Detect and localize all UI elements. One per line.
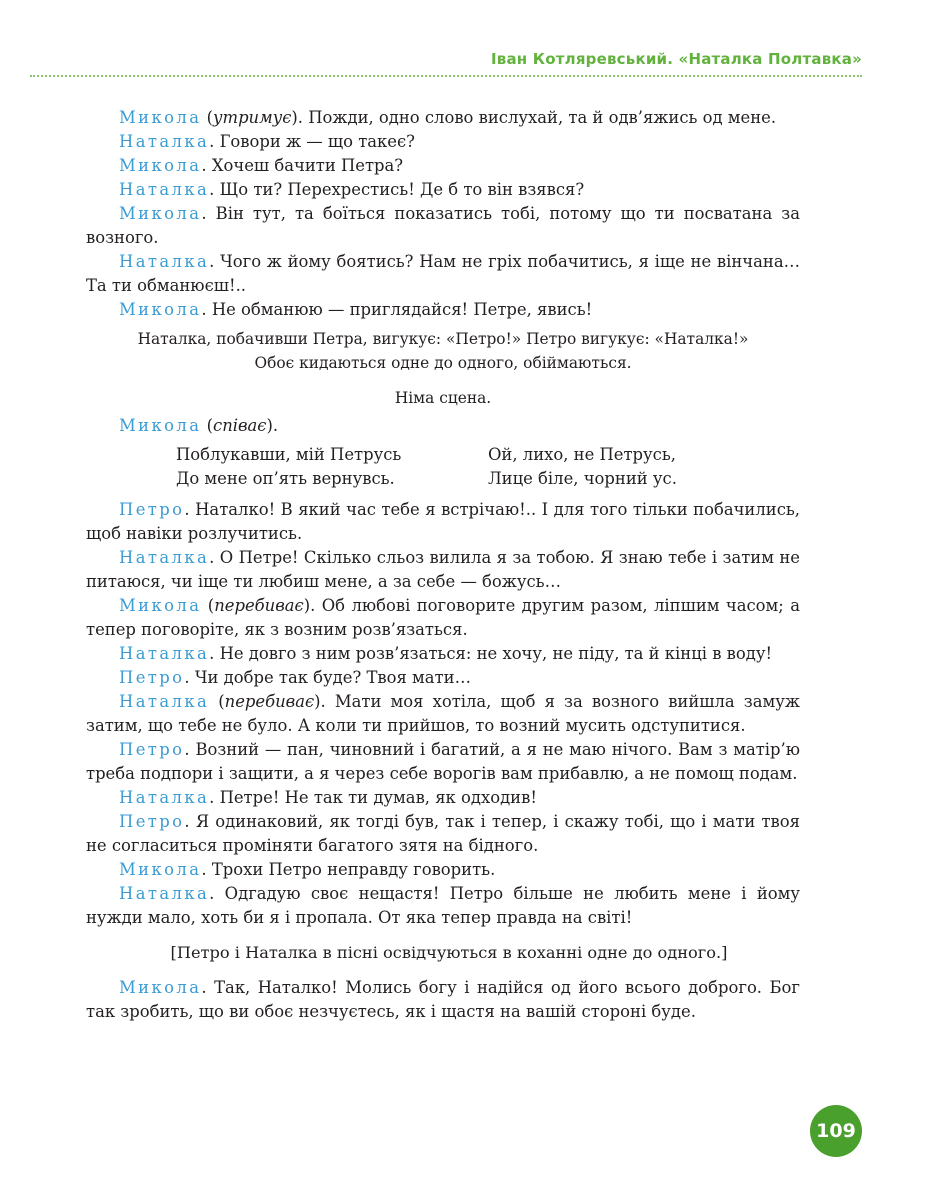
dialogue-line: Микола (співає). [119,416,279,435]
dialogue-line: Микола. Так, Наталко! Молись богу і надійся од його всього доброго. Бог так зробить, що ви обоє незчуєтесь, як і щастя на вашій стороні буде. [86,978,800,1021]
stage-direction: Наталка, побачивши Петра, вигукує: «Петро!» Петро вигукує: «Наталка!» Обоє кидаються одне до одного, обіймаються. [137,330,749,372]
dialogue-line: Наталка. Одгадую своє нещастя! Петро більше не любить мене і йому нужди мало, хоть би я і пропала. От яка тепер правда на світі! [86,884,801,927]
speaker-name: Микола [119,300,202,319]
line-text: Не обманюю — приглядайся! Петре, явись! [211,300,593,319]
speaker-name: Микола [119,204,202,223]
dialogue-line: Наталка. Говори ж — що такеє? [119,132,415,151]
stage-remark: співає [213,416,267,435]
song-line: До мене оп’ять вернувсь. [176,469,395,488]
line-text: Наталко! В який час тебе я встрічаю!.. І для того тільки побачились, щоб навіки розлучитись. [86,500,801,543]
dialogue-line: Микола. Трохи Петро неправду говорить. [119,860,496,879]
speaker-name: Микола [119,108,202,127]
song-column-left [176,443,488,491]
line-text: Петре! Не так ти думав, як одходив! [219,788,537,807]
play-text [86,106,800,1024]
song-column-right [488,443,800,491]
song-line: Лице біле, чорний ус. [488,469,677,488]
stage-remark: утримує [213,108,292,127]
line-text: Трохи Петро неправду говорить. [211,860,496,879]
dialogue-part-1 [86,106,800,322]
dialogue-line: Микола (перебиває). Об любові поговорите другим разом, ліпшим часом; а тепер поговоріте, як з возним розв’язаться. [86,596,801,639]
speaker-name: Петро [119,812,185,831]
dialogue-line: Микола. Хочеш бачити Петра? [119,156,404,175]
line-text: Говори ж — що такеє? [219,132,415,151]
dialogue-line: Петро. Возний — пан, чиновний і багатий, а я не маю нічого. Вам з матір’ю треба подпори і защити, а я через себе ворогів вам прибавлю, а не помощ подам. [86,740,801,783]
page-number-badge: 109 [810,1105,862,1157]
dialogue-line: Петро. Чи добре так буде? Твоя мати… [119,668,471,687]
speaker-name: Наталка [119,252,210,271]
speaker-name: Наталка [119,132,210,151]
line-text: Чого ж йому боятись? Нам не гріх побачитись, я іще не вінчана… Та ти обманюєш!.. [86,252,801,295]
song-line: Ой, лихо, не Петрусь, [488,445,676,464]
line-text: Я одинаковий, як тогді був, так і тепер, і скажу тобі, що і мати твоя не согласиться проміняти багатого зятя на бідного. [86,812,800,855]
dialogue-line: Наталка. Петре! Не так ти думав, як одходив! [119,788,537,807]
speaker-name: Наталка [119,788,210,807]
dialogue-line: Петро. Наталко! В який час тебе я встрічаю!.. І для того тільки побачились, щоб навіки розлучитись. [86,500,801,543]
line-text: Одгадую своє нещастя! Петро більше не любить мене і йому нужди мало, хоть би я і пропала. От яка тепер правда на світі! [86,884,801,927]
line-text: Чи добре так буде? Твоя мати… [194,668,471,687]
line-text: Пожди, одно слово вислухай, та й одв’яжись од мене. [308,108,777,127]
stage-direction-bracketed: [Петро і Наталка в пісні освідчуються в коханні одне до одного.] [170,943,728,962]
line-text: Хочеш бачити Петра? [211,156,404,175]
line-text: Мати моя хотіла, щоб я за возного вийшла замуж затим, що тебе не було. А коли ти прийшов, то возний мусить одступитися. [86,692,800,735]
dialogue-line: Микола. Він тут, та боїться показатись тобі, потому що ти посватана за возного. [86,204,800,247]
speaker-name: Наталка [119,692,210,711]
speaker-name: Наталка [119,548,210,567]
dialogue-line: Наталка. Що ти? Перехрестись! Де б то він взявся? [119,180,585,199]
line-text: Об любові поговорите другим разом, ліпшим часом; а тепер поговоріте, як з возним розв’язаться. [86,596,801,639]
dialogue-part-2 [86,498,800,930]
speaker-name: Наталка [119,884,210,903]
dialogue-line: Микола (утримує). Пожди, одно слово вислухай, та й одв’яжись од мене. [119,108,777,127]
dialogue-line: Наталка (перебиває). Мати моя хотіла, щоб я за возного вийшла замуж затим, що тебе не було. А коли ти прийшов, то возний мусить одступитися. [86,692,800,735]
line-text: О Петре! Скілько сльоз вилила я за тобою. Я знаю тебе і затим не питаюся, чи іще ти любиш мене, а за себе — божусь… [86,548,801,591]
speaker-name: Петро [119,500,185,519]
speaker-name: Микола [119,978,202,997]
speaker-name: Микола [119,416,202,435]
dialogue-line: Наталка. Не довго з ним розв’язаться: не хочу, не піду, та й кінці в воду! [119,644,773,663]
speaker-name: Микола [119,156,202,175]
line-text: Не довго з ним розв’язаться: не хочу, не піду, та й кінці в воду! [219,644,773,663]
page-header-title: Іван Котляревський. «Наталка Полтавка» [491,50,862,68]
speaker-name: Петро [119,740,185,759]
stage-remark: перебиває [224,692,315,711]
stage-remark: перебиває [214,596,304,615]
dialogue-line: Наталка. О Петре! Скілько сльоз вилила я за тобою. Я знаю тебе і затим не питаюся, чи іще ти любиш мене, а за себе — божусь… [86,548,801,591]
line-text: Так, Наталко! Молись богу і надійся од його всього доброго. Бог так зробить, що ви обоє незчуєтесь, як і щастя на вашій стороні буде. [86,978,800,1021]
speaker-name: Петро [119,668,185,687]
song-verse [176,443,800,491]
dialogue-line: Наталка. Чого ж йому боятись? Нам не гріх побачитись, я іще не вінчана… Та ти обманюєш!.. [86,252,801,295]
speaker-name: Наталка [119,644,210,663]
dialogue-line: Микола. Не обманюю — приглядайся! Петре, явись! [119,300,593,319]
header-dotted-rule [30,75,862,77]
stage-direction-scene: Німа сцена. [394,389,492,407]
line-text: Возний — пан, чиновний і багатий, а я не маю нічого. Вам з матір’ю треба подпори і защити, а я через себе ворогів вам прибавлю, а не помощ подам. [86,740,801,783]
dialogue-line: Петро. Я одинаковий, як тогді був, так і тепер, і скажу тобі, що і мати твоя не согласиться проміняти багатого зятя на бідного. [86,812,800,855]
line-text: Що ти? Перехрестись! Де б то він взявся? [219,180,585,199]
speaker-name: Микола [119,860,202,879]
speaker-name: Наталка [119,180,210,199]
song-line: Поблукавши, мій Петрусь [176,445,402,464]
line-text: Він тут, та боїться показатись тобі, потому що ти посватана за возного. [86,204,800,247]
speaker-name: Микола [119,596,202,615]
